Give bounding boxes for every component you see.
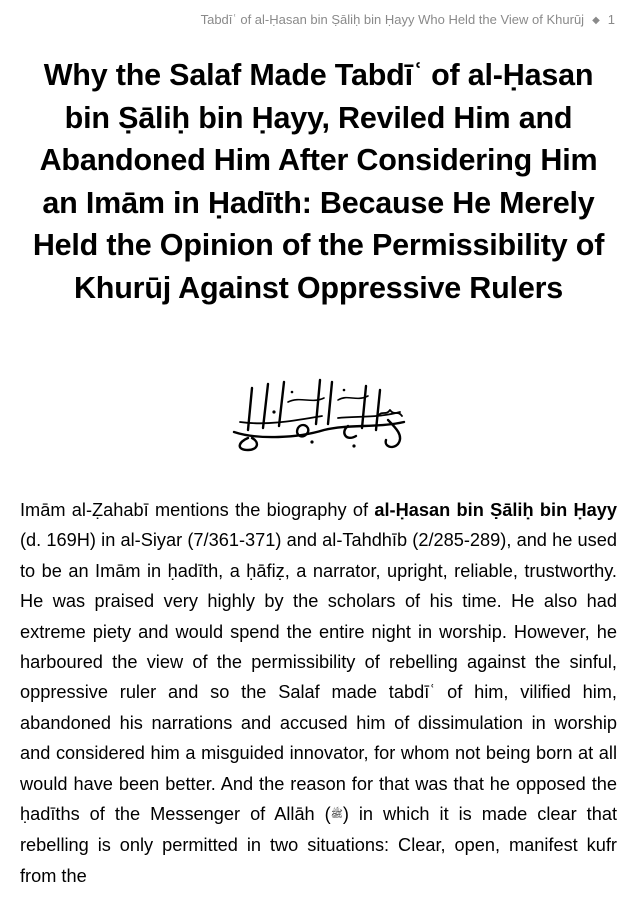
subject-name: al-Ḥasan bin Ṣāliḥ bin Ḥayy xyxy=(374,500,617,520)
running-header xyxy=(201,12,615,27)
salawat-honorific-icon: ﷺ xyxy=(330,809,343,821)
page-number: 1 xyxy=(607,12,615,27)
diamond-separator-icon: ◆ xyxy=(592,15,600,26)
body-text-main: (d. 169H) in al-Siyar (7/361-371) and al-Tahdhīb (2/285-289), and he used to be an Imām in ḥadīth, a ḥāfiẓ, a narrator, upright, reliable, trustworthy. He was praised very highly by the scholars of his time. He also had extreme piety and would spend the entire night in worship. However, he harboured the view of the permissibility of rebelling against the sinful, oppressive ruler and so the Salaf made tabdīʿ of him, vilified him, abandoned his narrations and accused him of dissimulation in worship and considered him a misguided innovator, for whom not being born at all would have been better. And the reason for that was that he opposed the ḥadīths of the Messenger of Allāh ( xyxy=(20,530,617,825)
body-paragraph xyxy=(20,495,617,891)
basmala-calligraphy-icon xyxy=(228,372,410,454)
body-text-intro: Imām al-Ẓahabī mentions the biography of xyxy=(20,500,375,520)
article-title: Why the Salaf Made Tabdīʿ of al-Ḥasan bin Ṣāliḥ bin Ḥayy, Reviled Him and Abandoned Him After Considering Him an Imām in Ḥadīth: Because He Merely Held the Opinion of the Permissibility of Khurūj Against Oppressive Rulers xyxy=(32,58,605,305)
body-text-continuation: ) in which it is made clear that rebelling is only permitted in two situations: Clear, open, manifest kufr from the xyxy=(20,804,617,886)
running-title: Tabdīʿ of al-Ḥasan bin Ṣāliḥ bin Ḥayy Who Held the View of Khurūj xyxy=(200,12,585,27)
